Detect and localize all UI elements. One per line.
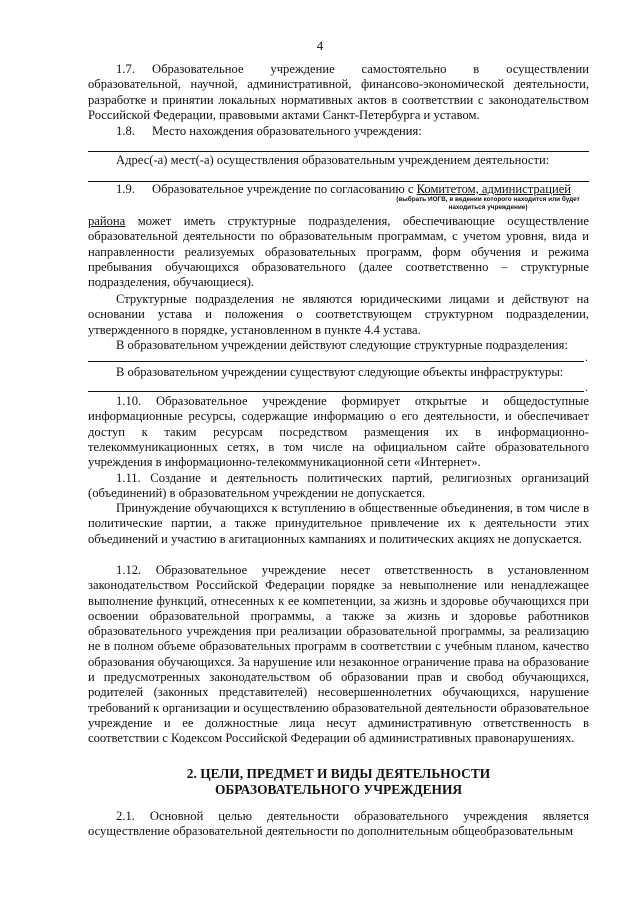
paragraph-1-11: 1.11. Создание и деятельность политических партий, религиозных организаций (объединений) в образовательном учреждении не допускается. xyxy=(88,471,589,501)
section-heading-line-2: ОБРАЗОВАТЕЛЬНОГО УЧРЕЖДЕНИЯ xyxy=(214,782,463,797)
paragraph-1-10: 1.10. Образовательное учреждение формирует открытые и общедоступные информационные ресурсы, содержащие информацию о его деятельности, и обеспечивает доступ к таким ресурсам посредством размещения их в информационно-телекоммуникационных сетях, в том числе на официальном сайте образовательного учреждения в информационно-телекоммуникационной сети «Интернет». xyxy=(88,394,589,470)
paragraph-coercion: Принуждение обучающихся к вступлению в общественные объединения, в том числе в политические партии, а также принудительное привлечение их к деятельности этих объединений и участию в агитационных кампаниях и политических акциях не допускается. xyxy=(88,501,589,546)
address-line: Адрес(-а) мест(-а) осуществления образовательным учреждением деятельности: xyxy=(116,153,550,167)
clause-number: 1.7. xyxy=(116,62,135,76)
clause-number: 1.8. xyxy=(116,124,135,138)
clause-number: 1.9. xyxy=(116,182,135,196)
section-heading-line-1: 2. ЦЕЛИ, ПРЕДМЕТ И ВИДЫ ДЕЯТЕЛЬНОСТИ xyxy=(186,766,491,781)
paragraph-text: Образовательное учреждение по согласованию с xyxy=(152,182,417,196)
paragraph-1-8 xyxy=(88,124,589,139)
section-heading xyxy=(88,766,589,798)
paragraph-structural-units: Структурные подразделения не являются юридическими лицами и действуют на основании устава и положения о соответствующем структурном подразделении, утвержденного в порядке, установленном в пункте 4.4 устава. xyxy=(88,292,589,337)
paragraph-text: Место нахождения образовательного учреждения: xyxy=(152,124,422,138)
committee-field: Комитетом, администрацией xyxy=(416,182,572,196)
page-number: 4 xyxy=(316,38,324,53)
line-end-dot: . xyxy=(585,350,588,364)
paragraph-2-1: 2.1. Основной целью деятельности образовательного учреждения является осуществление образовательной деятельности по дополнительным общеобразовательным xyxy=(88,809,589,839)
paragraph-1-9-continued xyxy=(88,214,589,290)
blank-line-infrastructure xyxy=(88,391,584,392)
line-end-dot: . xyxy=(585,380,588,394)
field-note: (выбрать ИОГВ, в ведении которого находится или будет находиться учреждение) xyxy=(396,196,580,211)
blank-line-location xyxy=(88,151,589,152)
paragraph-1-7 xyxy=(88,62,589,123)
paragraph-text: может иметь структурные подразделения, обеспечивающие осуществление образовательной деятельности по образовательным программам, с учетом уровня, вида и направленности реализуемых образовательных программ, форм обучения и режима пребывания обучающихся образовательного (далее соответственно – структурные подразделения, обучающиеся). xyxy=(88,214,589,290)
paragraph-text: Образовательное учреждение самостоятельно в осуществлении образовательной, научной, административной, финансово-экономической деятельности, разработке и принятии локальных нормативных актов в соответствии с законодательством Российской Федерации, правовыми актами Санкт-Петербурга и уставом. xyxy=(88,62,589,122)
district-field: района xyxy=(88,214,126,228)
paragraph-structural-list: В образовательном учреждении действуют следующие структурные подразделения: xyxy=(116,338,568,352)
paragraph-1-12: 1.12. Образовательное учреждение несет ответственность в установленном законодательством Российской Федерации порядке за невыполнение или ненадлежащее выполнение функций, отнесенных к ее компетенции, за жизнь и здоровье обучающихся при освоении образовательной программы, а также за жизнь и здоровье работников образовательного учреждения при реализации образовательной программы, за реализацию не в полном объеме образовательных программ в соответствии с учебным планом, качество образования обучающихся. За нарушение или незаконное ограничение права на образование и предусмотренных законодательством об образовании прав и свобод обучающихся, родителей (законных представителей) несовершеннолетних обучающихся, нарушение требований к организации и осуществлению образовательной деятельности образовательное учреждение и ее должностные лица несут административную ответственность в соответствии с Кодексом Российской Федерации об административных правонарушениях. xyxy=(88,563,589,746)
paragraph-1-9 xyxy=(88,182,589,197)
paragraph-infrastructure: В образовательном учреждении существуют следующие объекты инфраструктуры: xyxy=(116,365,564,379)
blank-line-structural xyxy=(88,361,584,362)
